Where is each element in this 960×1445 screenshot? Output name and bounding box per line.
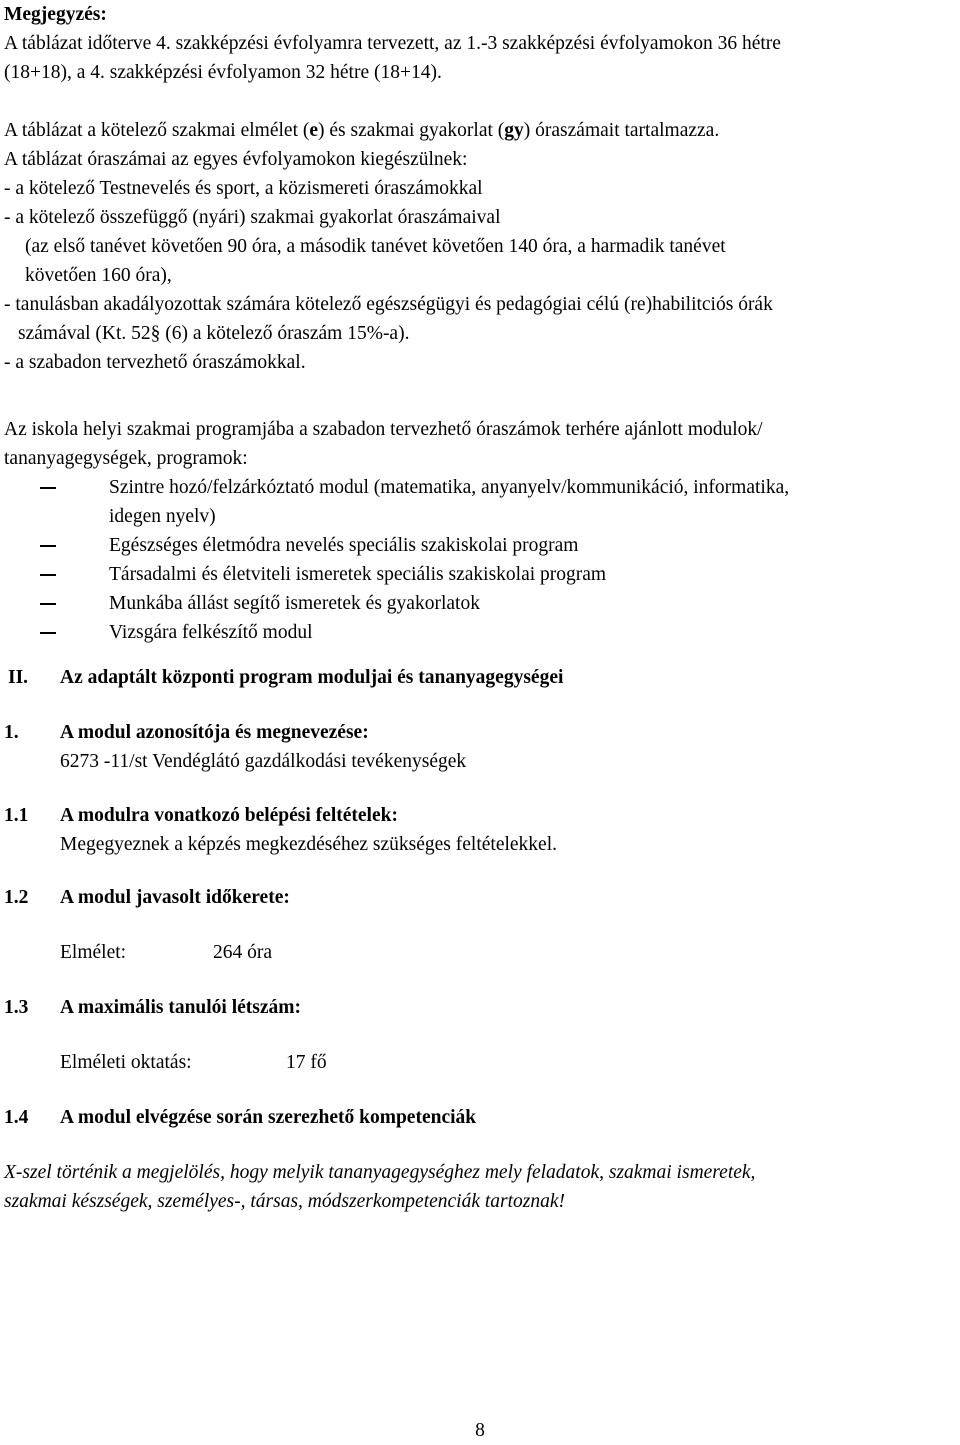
dash-bullet-icon <box>40 632 56 634</box>
section-title: Az adaptált központi program moduljai és tananyagegységei <box>60 667 564 688</box>
section-number: 1.3 <box>4 997 29 1018</box>
note-line: - a kötelező Testnevelés és sport, a közismereti óraszámokkal <box>4 178 483 199</box>
note-line: követően 160 óra), <box>25 265 172 286</box>
section-number: 1. <box>4 722 19 743</box>
section-number: 1.2 <box>4 887 29 908</box>
instruction-text <box>4 1158 956 1216</box>
list-item-text: Szintre hozó/felzárkóztató modul (matematika, anyanyelv/kommunikáció, informatika, <box>109 477 790 498</box>
note-line: számával (Kt. 52§ (6) a kötelező óraszám 15%-a). <box>18 323 410 344</box>
module-id-value: 6273 -11/st Vendéglátó gazdálkodási tevékenységek <box>60 751 467 772</box>
dash-bullet-icon <box>40 545 56 547</box>
note-line: (18+18), a 4. szakképzési évfolyamon 32 hétre (18+14). <box>4 62 442 83</box>
module-list <box>4 473 956 647</box>
list-item <box>4 589 956 618</box>
class-size-label: Elméleti oktatás: <box>60 1052 192 1073</box>
text-bold: gy <box>504 120 524 141</box>
note-line: (az első tanévet követően 90 óra, a második tanévet követően 140 óra, a harmadik tanévet <box>25 236 726 257</box>
section-title: A modul azonosítója és megnevezése: <box>60 722 369 743</box>
section-title: A modulra vonatkozó belépési feltételek: <box>60 805 398 826</box>
text-bold: e <box>309 120 319 141</box>
text-fragment: A táblázat a kötelező szakmai elmélet ( <box>4 120 310 141</box>
instruction-line: X-szel történik a megjelölés, hogy melyik tananyagegységhez mely feladatok, szakmai ismeretek, <box>4 1162 756 1183</box>
program-intro: Az iskola helyi szakmai programjába a szabadon tervezhető óraszámok terhére ajánlott modulok/ <box>4 419 763 440</box>
dash-bullet-icon <box>40 603 56 605</box>
dash-bullet-icon <box>40 487 56 489</box>
text-fragment: ) óraszámait tartalmazza. <box>523 120 720 141</box>
class-size-value: 17 fő <box>286 1052 327 1073</box>
section-title: A maximális tanulói létszám: <box>60 997 302 1018</box>
section-title: A modul javasolt időkerete: <box>60 887 290 908</box>
page-number: 8 <box>475 1420 485 1441</box>
time-frame-label: Elmélet: <box>60 942 127 963</box>
list-item-text: Munkába állást segítő ismeretek és gyakorlatok <box>109 593 480 614</box>
list-item-text: Egészséges életmódra nevelés speciális szakiskolai program <box>109 535 579 556</box>
section-number: 1.4 <box>4 1107 29 1128</box>
note-line: A táblázat időterve 4. szakképzési évfolyamra tervezett, az 1.-3 szakképzési évfolyamokon 36 hétre <box>4 33 781 54</box>
time-frame-value: 264 óra <box>213 942 273 963</box>
list-item-text: Vizsgára felkészítő modul <box>109 622 313 643</box>
list-item-text: idegen nyelv) <box>109 506 216 527</box>
note-line: - a szabadon tervezhető óraszámokkal. <box>4 352 306 373</box>
note-block <box>4 0 956 647</box>
list-item-text: Társadalmi és életviteli ismeretek speciális szakiskolai program <box>109 564 607 585</box>
section-number: II. <box>8 667 29 688</box>
entry-requirements-value: Megegyeznek a képzés megkezdéséhez szükséges feltételekkel. <box>60 834 558 855</box>
list-item <box>4 531 956 560</box>
list-item <box>4 473 956 531</box>
text-fragment: ) és szakmai gyakorlat ( <box>318 120 505 141</box>
list-item <box>4 618 956 647</box>
note-line: - a kötelező összefüggő (nyári) szakmai gyakorlat óraszámaival <box>4 207 501 228</box>
note-line <box>4 116 956 145</box>
section-title: A modul elvégzése során szerezhető kompetenciák <box>60 1107 477 1128</box>
program-intro: tananyagegységek, programok: <box>4 448 248 469</box>
instruction-line: szakmai készségek, személyes-, társas, módszerkompetenciák tartoznak! <box>4 1191 566 1212</box>
section-number: 1.1 <box>4 805 29 826</box>
note-line: - tanulásban akadályozottak számára kötelező egészségügyi és pedagógiai célú (re)habilitciós órák <box>4 294 773 315</box>
note-line: A táblázat óraszámai az egyes évfolyamokon kiegészülnek: <box>4 149 468 170</box>
list-item <box>4 560 956 589</box>
dash-bullet-icon <box>40 574 56 576</box>
note-heading: Megjegyzés: <box>4 4 107 25</box>
